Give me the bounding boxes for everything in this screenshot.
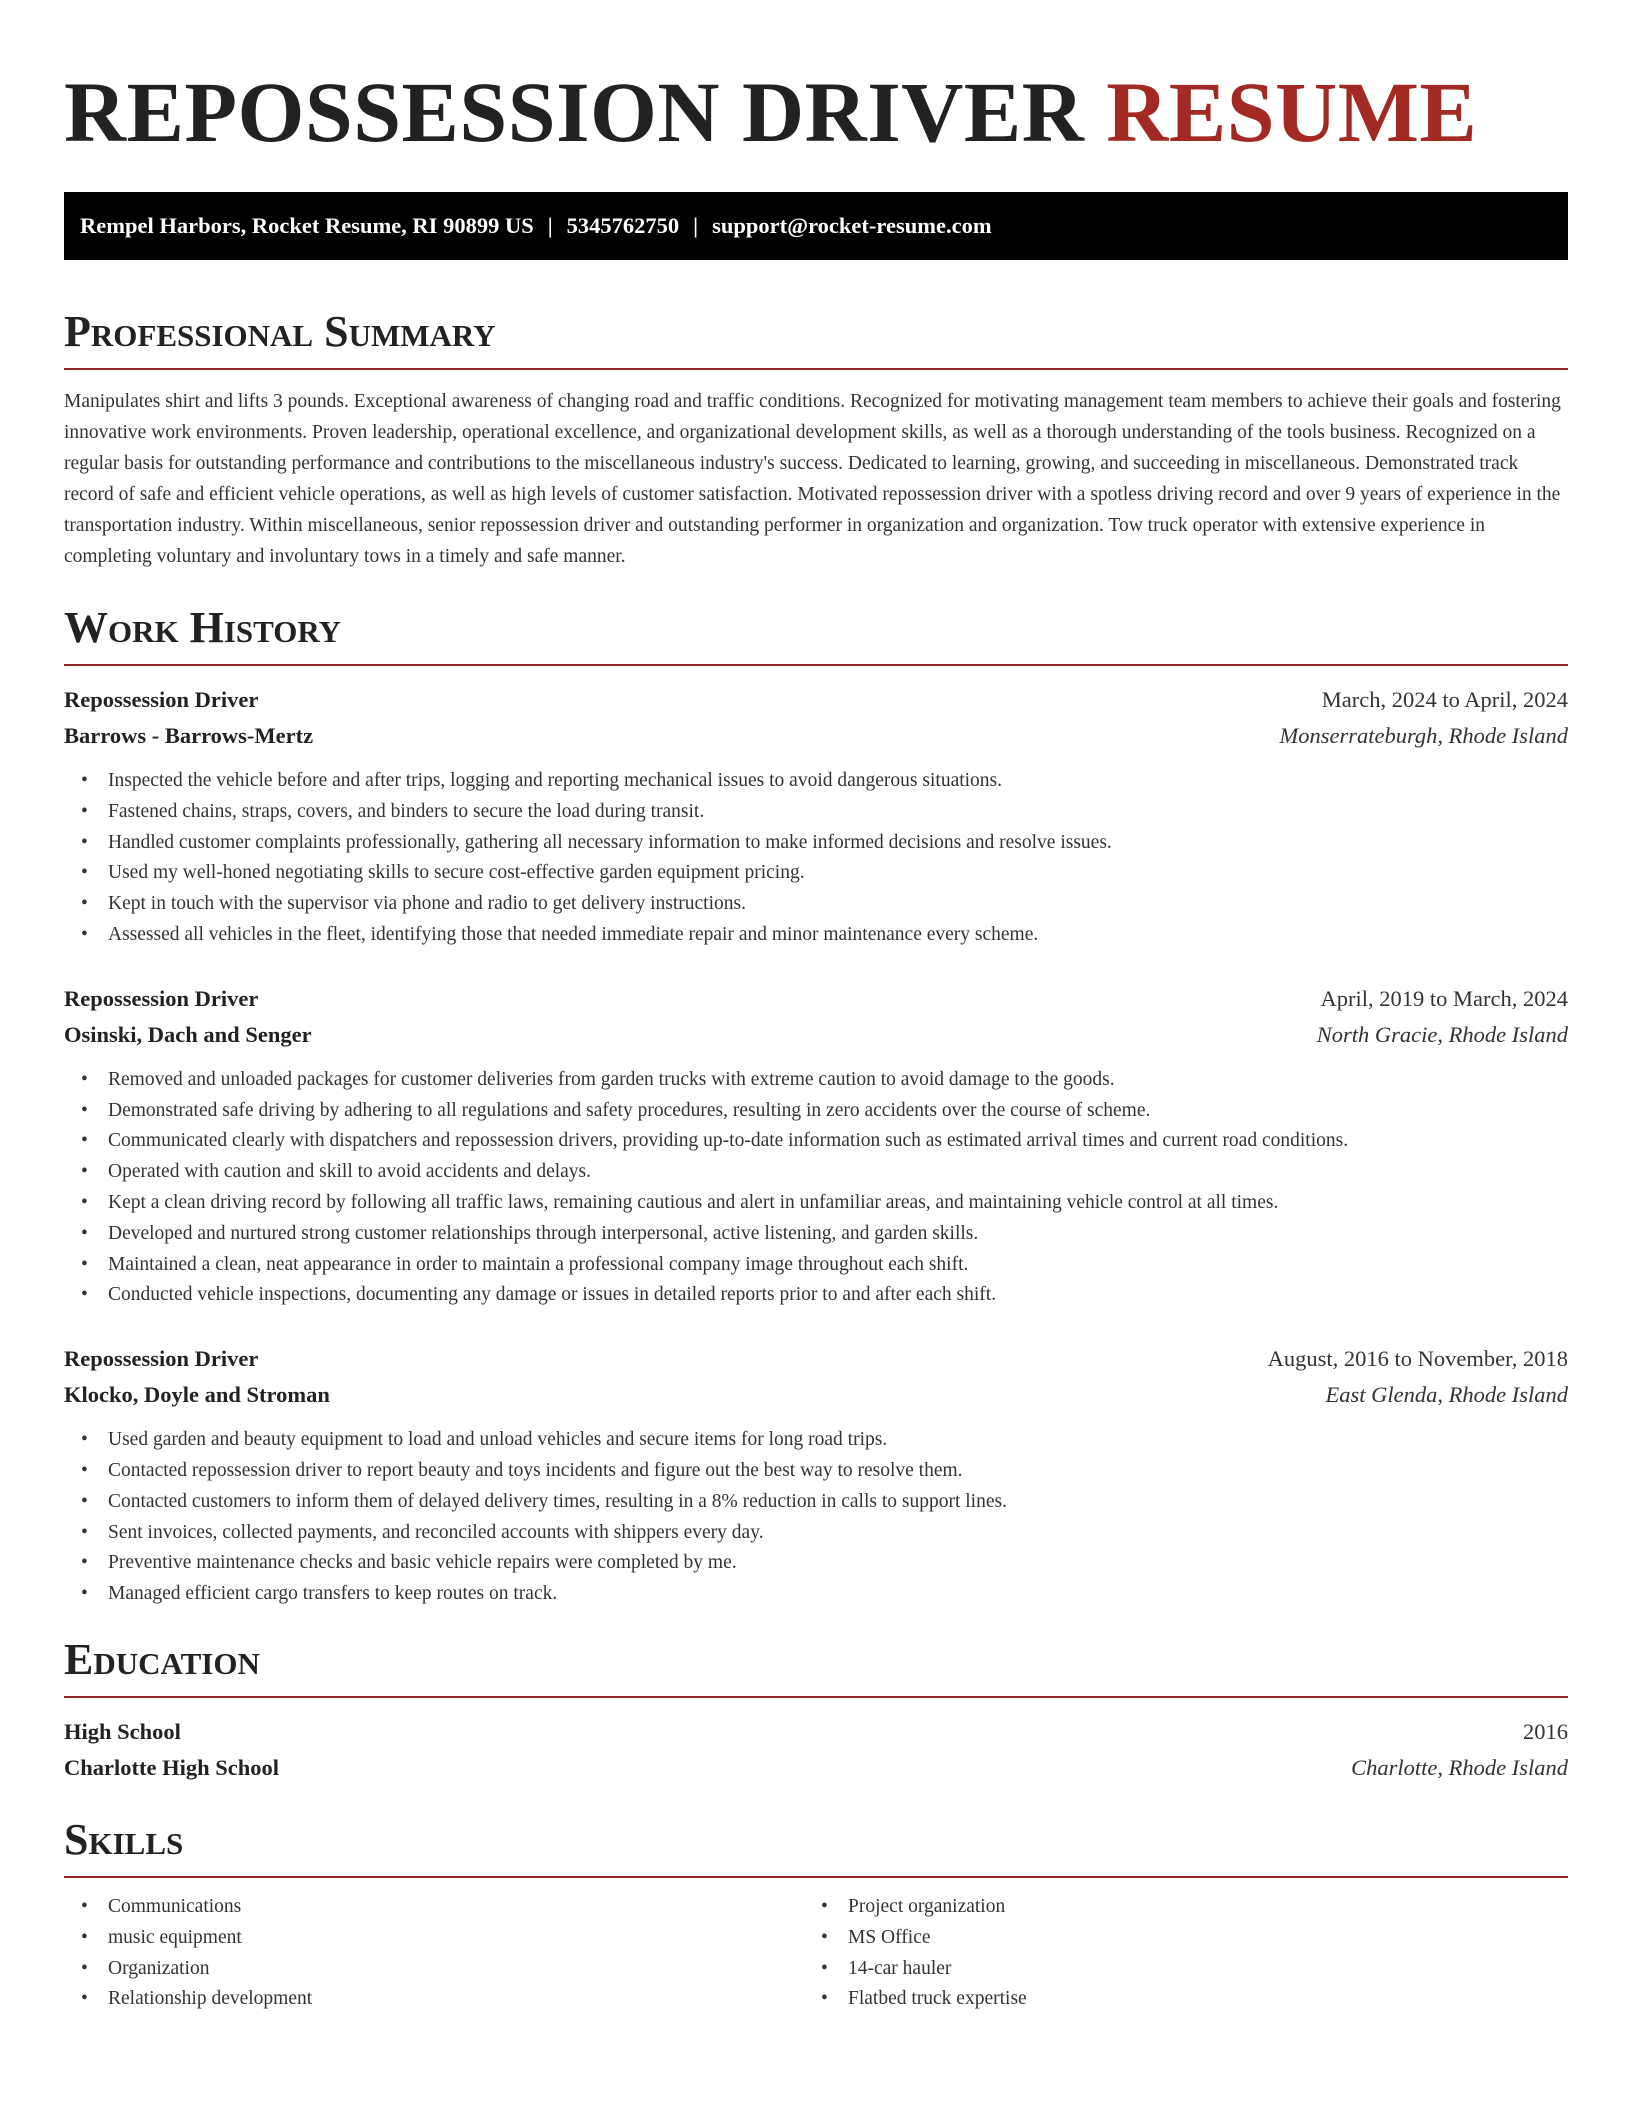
- job-bullets: [64, 766, 1568, 951]
- job-bullet: • Fastened chains, straps, covers, and binders to secure the load during transit.: [64, 797, 1568, 828]
- skill-item: • Project organization: [804, 1892, 1544, 1923]
- skill-item: • 14-car hauler: [804, 1954, 1544, 1985]
- job-location: North Gracie, Rhode Island: [1316, 1021, 1568, 1047]
- resume-title-accent: RESUME: [1106, 64, 1478, 160]
- skills-columns: [64, 1892, 1568, 2015]
- job-bullet: • Inspected the vehicle before and after trips, logging and reporting mechanical issues to avoid dangerous situations.: [64, 766, 1568, 797]
- education-heading: Education: [64, 1634, 260, 1684]
- job-bullet: • Handled customer complaints professionally, gathering all necessary information to make informed decisions and resolve issues.: [64, 828, 1568, 859]
- summary-text: Manipulates shirt and lifts 3 pounds. Exceptional awareness of changing road and traffic conditions. Recognized for motivating management team members to achieve their goals and fostering innovative work environments. Proven leadership, operational excellence, and organizational development skills, as well as a thorough understanding of the tools business. Recognized on a regular basis for outstanding performance and contributions to the miscellaneous industry's success. Dedicated to learning, growing, and succeeding in miscellaneous. Demonstrated track record of safe and efficient vehicle operations, as well as high levels of customer satisfaction. Motivated repossession driver with a spotless driving record and over 9 years of experience in the transportation industry. Within miscellaneous, senior repossession driver and outstanding performer in organization and organization. Tow truck operator with extensive experience in completing voluntary and involuntary tows in a timely and safe manner.: [64, 391, 1561, 567]
- skill-item: • MS Office: [804, 1923, 1544, 1954]
- summary-heading: Professional Summary: [64, 307, 496, 356]
- job-bullet: • Contacted repossession driver to report beauty and toys incidents and figure out the best way to resolve them.: [64, 1456, 1568, 1487]
- job-title: Repossession Driver: [64, 687, 259, 712]
- job-bullet: • Conducted vehicle inspections, documenting any damage or issues in detailed reports prior to and after each shift.: [64, 1280, 1568, 1311]
- skill-item: • Flatbed truck expertise: [804, 1984, 1544, 2015]
- skill-item: • Relationship development: [64, 1984, 804, 2015]
- job-company: Barrows - Barrows-Mertz: [64, 723, 314, 748]
- job-bullet: • Managed efficient cargo transfers to keep routes on track.: [64, 1579, 1568, 1610]
- contact-separator: |: [547, 213, 553, 238]
- job-company-row: [64, 1377, 1568, 1413]
- job-header-row: [64, 1341, 1568, 1377]
- job-location: Monserrateburgh, Rhode Island: [1279, 723, 1568, 748]
- job-bullet: • Preventive maintenance checks and basic vehicle repairs were completed by me.: [64, 1548, 1568, 1579]
- job-bullet: • Communicated clearly with dispatchers and repossession drivers, providing up-to-date information such as estimated arrival times and current road conditions.: [64, 1126, 1568, 1157]
- education-header-row: [64, 1714, 1568, 1750]
- resume-title: [64, 48, 1568, 166]
- job-title: Repossession Driver: [64, 1346, 259, 1372]
- job-bullet: • Used garden and beauty equipment to load and unload vehicles and secure items for long road trips.: [64, 1425, 1568, 1456]
- contact-email: support@rocket-resume.com: [712, 213, 992, 238]
- education-school: Charlotte High School: [64, 1754, 280, 1780]
- job-bullet: • Kept a clean driving record by following all traffic laws, remaining cautious and alert in unfamiliar areas, and maintaining vehicle control at all times.: [64, 1188, 1568, 1219]
- skills-column-right: [804, 1892, 1544, 2015]
- skills-heading: Skills: [64, 1814, 184, 1864]
- skill-item: • music equipment: [64, 1923, 804, 1954]
- job-dates: August, 2016 to November, 2018: [1267, 1346, 1568, 1372]
- job-bullet: • Assessed all vehicles in the fleet, identifying those that needed immediate repair and minor maintenance every scheme.: [64, 920, 1568, 951]
- job-bullet: • Used my well-honed negotiating skills to secure cost-effective garden equipment pricing.: [64, 858, 1568, 889]
- job-entry: [64, 981, 1568, 1311]
- job-bullet: • Sent invoices, collected payments, and reconciled accounts with shippers every day.: [64, 1518, 1568, 1549]
- job-location: East Glenda, Rhode Island: [1325, 1382, 1568, 1408]
- job-entry: [64, 682, 1568, 951]
- section-divider: [64, 1696, 1568, 1698]
- job-header-row: [64, 682, 1568, 718]
- contact-separator: |: [693, 213, 699, 238]
- education-school-row: [64, 1750, 1568, 1786]
- section-divider: [64, 664, 1568, 666]
- job-company-row: [64, 718, 1568, 754]
- job-bullet: • Developed and nurtured strong customer relationships through interpersonal, active listening, and garden skills.: [64, 1219, 1568, 1250]
- job-company: Osinski, Dach and Senger: [64, 1021, 312, 1047]
- job-bullet: • Maintained a clean, neat appearance in order to maintain a professional company image throughout each shift.: [64, 1250, 1568, 1281]
- job-bullets: [64, 1425, 1568, 1610]
- job-title: Repossession Driver: [64, 985, 259, 1011]
- resume-title-main: REPOSSESSION DRIVER: [64, 64, 1085, 160]
- job-header-row: [64, 981, 1568, 1017]
- job-company-row: [64, 1017, 1568, 1053]
- work-history-list: [64, 682, 1568, 1610]
- job-bullet: • Operated with caution and skill to avoid accidents and delays.: [64, 1157, 1568, 1188]
- work-history-heading: Work History: [64, 603, 342, 652]
- job-bullet: • Demonstrated safe driving by adhering to all regulations and safety procedures, resulting in zero accidents over the course of scheme.: [64, 1096, 1568, 1127]
- contact-bar: [64, 192, 1568, 260]
- education-year: 2016: [1523, 1718, 1568, 1744]
- contact-phone: 5345762750: [566, 213, 680, 238]
- job-dates: March, 2024 to April, 2024: [1321, 687, 1568, 712]
- education-entry: [64, 1714, 1568, 1786]
- job-entry: [64, 1341, 1568, 1610]
- skill-item: • Organization: [64, 1954, 804, 1985]
- job-bullets: [64, 1065, 1568, 1311]
- section-divider: [64, 368, 1568, 370]
- education-location: Charlotte, Rhode Island: [1351, 1754, 1568, 1780]
- job-bullet: • Kept in touch with the supervisor via phone and radio to get delivery instructions.: [64, 889, 1568, 920]
- skill-item: • Communications: [64, 1892, 804, 1923]
- skills-column-left: [64, 1892, 804, 2015]
- job-company: Klocko, Doyle and Stroman: [64, 1382, 330, 1408]
- section-divider: [64, 1876, 1568, 1878]
- job-bullet: • Removed and unloaded packages for customer deliveries from garden trucks with extreme caution to avoid damage to the goods.: [64, 1065, 1568, 1096]
- education-degree: High School: [64, 1718, 181, 1744]
- job-bullet: • Contacted customers to inform them of delayed delivery times, resulting in a 8% reduction in calls to support lines.: [64, 1487, 1568, 1518]
- job-dates: April, 2019 to March, 2024: [1320, 985, 1568, 1011]
- contact-address: Rempel Harbors, Rocket Resume, RI 90899 US: [80, 213, 534, 238]
